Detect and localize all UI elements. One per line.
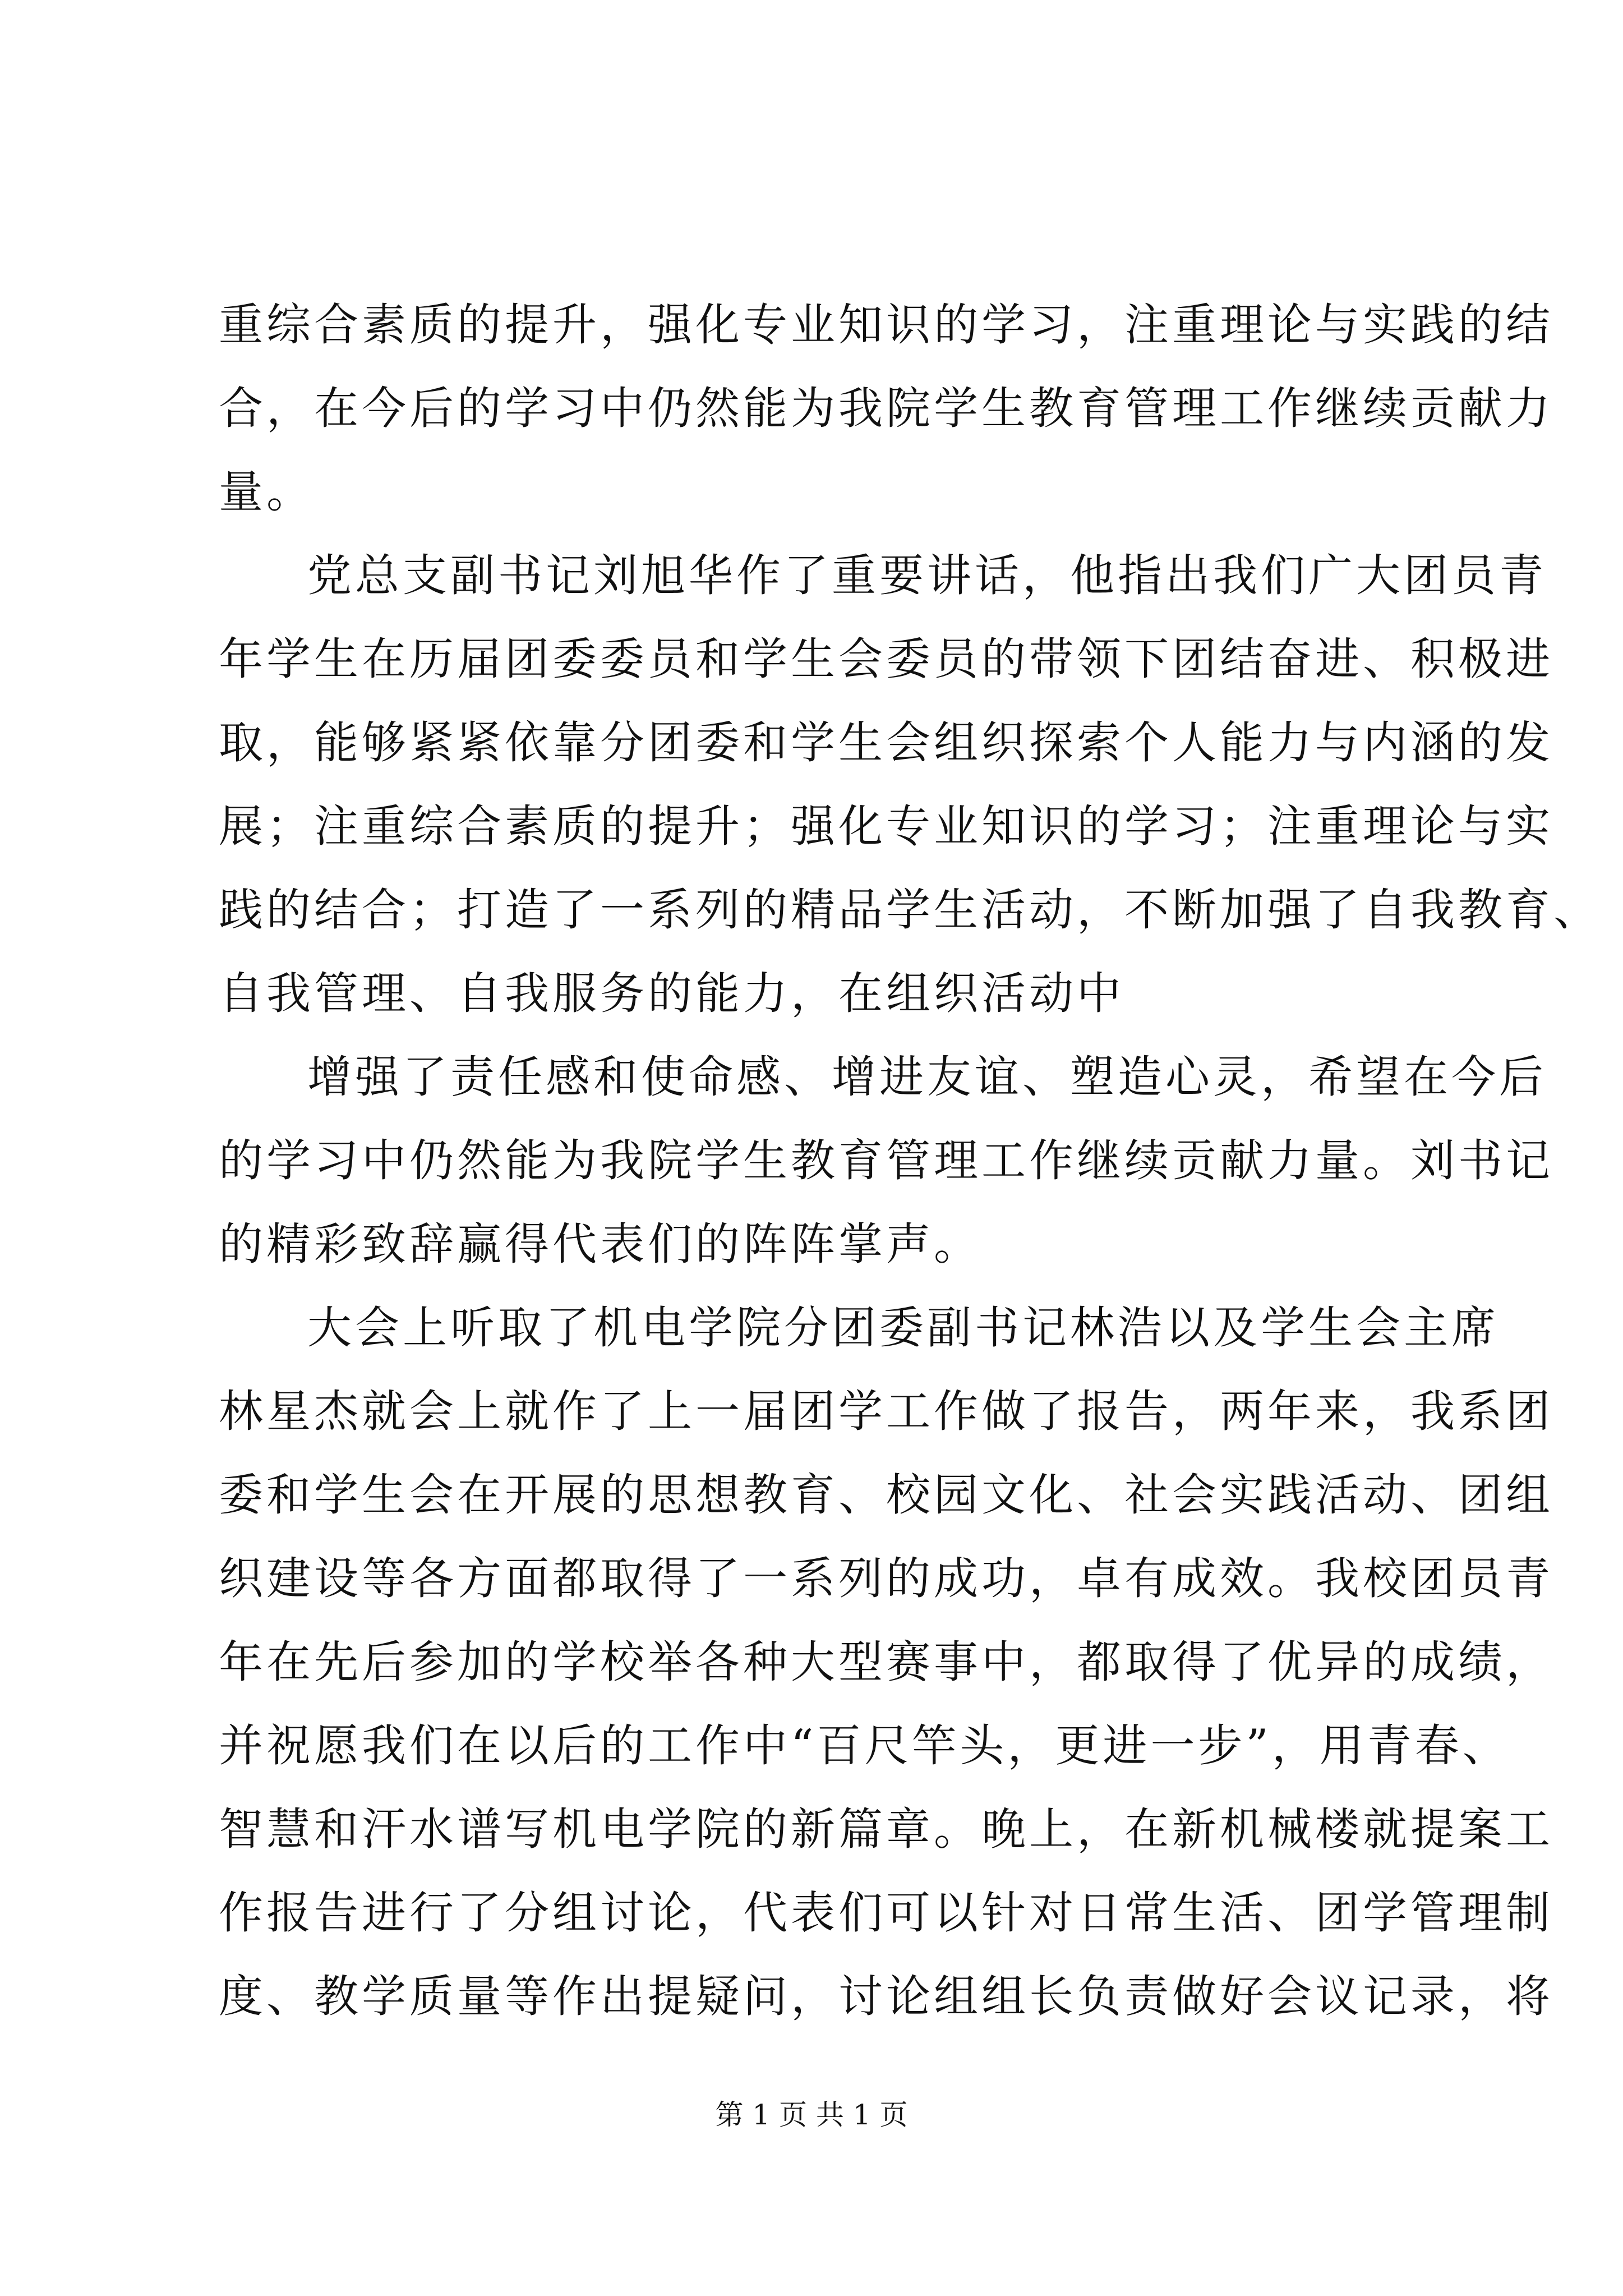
- text-line-4: 党总支副书记刘旭华作了重要讲话，他指出我们广大团员青: [307, 550, 1547, 601]
- text-line-15: 委和学生会在开展的思想教育、校园文化、社会实践活动、团组: [219, 1469, 1553, 1521]
- text-line-14: 林星杰就会上就作了上一届团学工作做了报告，两年来，我系团: [219, 1386, 1553, 1437]
- text-line-7: 展；注重综合素质的提升；强化专业知识的学习；注重理论与实: [219, 800, 1553, 852]
- document-body: [219, 283, 1601, 2039]
- text-line-21: 度、教学质量等作出提疑问，讨论组组长负责做好会议记录，将: [219, 1971, 1553, 2022]
- text-line-10: 增强了责任感和使命感、增进友谊、塑造心灵，希望在今后: [307, 1051, 1547, 1103]
- text-line-11: 的学习中仍然能为我院学生教育管理工作继续贡献力量。刘书记: [219, 1135, 1553, 1186]
- page-number-footer: 第 1 页 共 1 页: [715, 2099, 908, 2131]
- text-line-18: 并祝愿我们在以后的工作中“百尺竿头，更进一步”，用青春、: [219, 1720, 1510, 1772]
- text-line-13: 大会上听取了机电学院分团委副书记林浩以及学生会主席: [307, 1302, 1499, 1354]
- text-line-19: 智慧和汗水谱写机电学院的新篇章。晚上，在新机械楼就提案工: [219, 1803, 1553, 1855]
- text-line-17: 年在先后参加的学校举各种大型赛事中，都取得了优异的成绩，: [219, 1636, 1553, 1688]
- text-line-9: 自我管理、自我服务的能力，在组织活动中: [219, 968, 1124, 1019]
- text-line-8: 践的结合；打造了一系列的精品学生活动，不断加强了自我教育、: [219, 884, 1601, 936]
- text-line-6: 取，能够紧紧依靠分团委和学生会组织探索个人能力与内涵的发: [219, 717, 1553, 769]
- text-line-16: 织建设等各方面都取得了一系列的成功，卓有成效。我校团员青: [219, 1553, 1553, 1604]
- text-line-3: 量。: [219, 466, 314, 518]
- text-line-2: 合，在今后的学习中仍然能为我院学生教育管理工作继续贡献力: [219, 383, 1553, 434]
- text-line-5: 年学生在历届团委委员和学生会委员的带领下团结奋进、积极进: [219, 633, 1553, 685]
- text-line-20: 作报告进行了分组讨论，代表们可以针对日常生活、团学管理制: [219, 1887, 1553, 1939]
- text-line-12: 的精彩致辞赢得代表们的阵阵掌声。: [219, 1218, 981, 1270]
- text-line-1: 重综合素质的提升，强化专业知识的学习，注重理论与实践的结: [219, 299, 1553, 351]
